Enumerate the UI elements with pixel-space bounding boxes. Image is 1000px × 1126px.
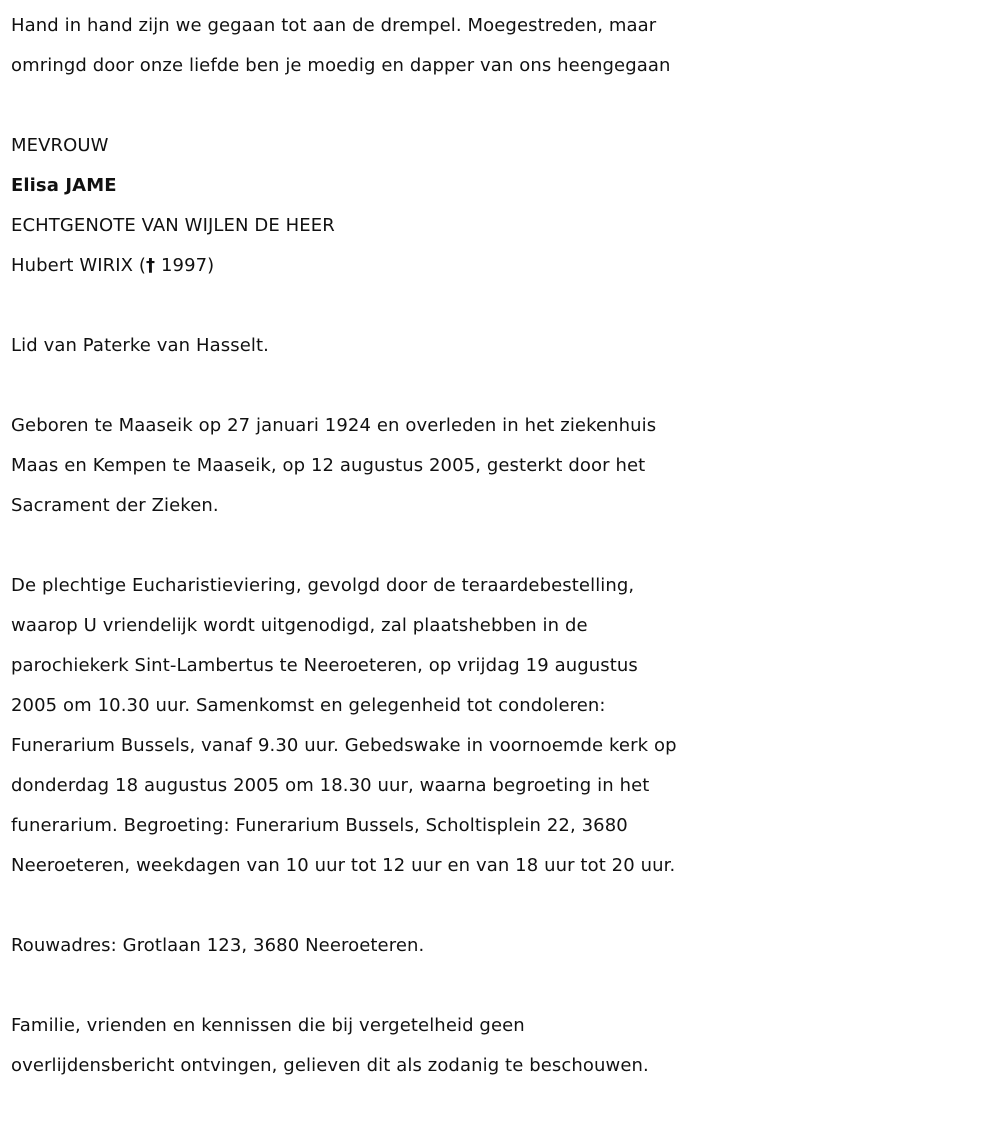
spacer	[11, 286, 991, 326]
paragraph-line: Maas en Kempen te Maaseik, op 12 augustus 2005, gesterkt door het	[11, 455, 646, 476]
spacer	[11, 526, 991, 566]
paragraph-line: overlijdensbericht ontvingen, gelieven dit als zodanig te beschouwen.	[11, 1055, 649, 1076]
closing-paragraph	[11, 1006, 991, 1086]
obituary-notice	[11, 6, 991, 1086]
paragraph-line: De plechtige Eucharistieviering, gevolgd door de teraardebestelling,	[11, 575, 635, 596]
relation-text: ECHTGENOTE VAN WIJLEN DE HEER	[11, 215, 335, 236]
deceased-block	[11, 126, 991, 286]
salutation: MEVROUW	[11, 135, 109, 156]
spacer	[11, 366, 991, 406]
poem-line: omringd door onze liefde ben je moedig en dapper van ons heengegaan	[11, 55, 671, 76]
spacer	[11, 86, 991, 126]
paragraph-line: 2005 om 10.30 uur. Samenkomst en gelegenheid tot condoleren:	[11, 695, 606, 716]
spacer	[11, 966, 991, 1006]
paragraph-line: waarop U vriendelijk wordt uitgenodigd, zal plaatshebben in de	[11, 615, 588, 636]
paragraph-line: Funerarium Bussels, vanaf 9.30 uur. Gebedswake in voornoemde kerk op	[11, 735, 677, 756]
paragraph-line: Familie, vrienden en kennissen die bij vergetelheid geen	[11, 1015, 525, 1036]
membership-text: Lid van Paterke van Hasselt.	[11, 335, 269, 356]
deceased-name: Elisa JAME	[11, 175, 117, 196]
birth-death-paragraph	[11, 406, 991, 526]
mourning-address: Rouwadres: Grotlaan 123, 3680 Neeroeteren.	[11, 935, 425, 956]
spouse-line	[11, 246, 991, 286]
spouse-name: Hubert WIRIX (	[11, 255, 147, 276]
poem-block	[11, 6, 991, 86]
cross-icon: †	[146, 255, 156, 276]
paragraph-line: Neeroeteren, weekdagen van 10 uur tot 12 uur en van 18 uur tot 20 uur.	[11, 855, 676, 876]
paragraph-line: funerarium. Begroeting: Funerarium Bussels, Scholtisplein 22, 3680	[11, 815, 628, 836]
paragraph-line: parochiekerk Sint-Lambertus te Neeroeteren, op vrijdag 19 augustus	[11, 655, 638, 676]
paragraph-line: Sacrament der Zieken.	[11, 495, 219, 516]
spouse-year: 1997)	[155, 255, 215, 276]
poem-line: Hand in hand zijn we gegaan tot aan de drempel. Moegestreden, maar	[11, 15, 657, 36]
paragraph-line: Geboren te Maaseik op 27 januari 1924 en overleden in het ziekenhuis	[11, 415, 657, 436]
spacer	[11, 886, 991, 926]
paragraph-line: donderdag 18 augustus 2005 om 18.30 uur, waarna begroeting in het	[11, 775, 650, 796]
ceremony-paragraph	[11, 566, 991, 886]
